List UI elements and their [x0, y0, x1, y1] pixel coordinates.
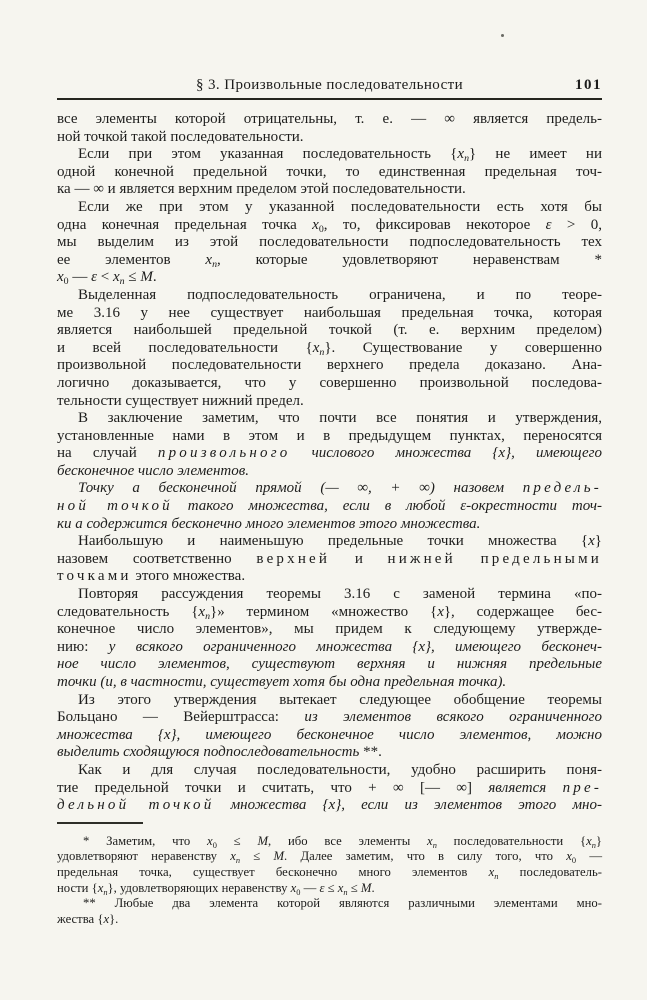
text-line — [57, 498, 602, 516]
text-segment: мы выделим из этой последовательности подпоследовательность тех — [57, 234, 602, 251]
text-segment: x — [566, 849, 572, 864]
text-segment: n — [494, 871, 499, 881]
text-segment: **. — [359, 744, 382, 761]
text-segment: ме 3.16 у нее существует наибольшая предельная точка, которая — [57, 304, 602, 321]
text-line — [57, 762, 602, 780]
text-segment: следовательность { — [57, 603, 199, 620]
text-segment: ки a содержится бесконечно много элементов этого множества. — [57, 515, 481, 532]
text-segment: верхней — [256, 550, 331, 567]
text-segment — [456, 551, 481, 567]
text-segment: . Далее заметим, что в силу того, что — [284, 849, 567, 864]
text-segment: Из этого утверждения вытекает следующее обобщение теоремы — [78, 691, 602, 708]
text-line — [57, 881, 602, 897]
text-line — [57, 516, 602, 534]
text-line — [57, 727, 602, 745]
text-line — [57, 234, 602, 252]
text-line — [57, 639, 602, 657]
text-line — [57, 780, 602, 798]
text-line — [57, 181, 602, 199]
text-segment: n — [205, 610, 211, 622]
text-segment: ее элементов — [57, 251, 206, 268]
text-segment: n — [591, 840, 596, 850]
text-segment: — — [68, 269, 92, 286]
text-segment: на случай — [57, 445, 158, 462]
section-heading: § 3. Произвольные последовательности — [195, 77, 464, 93]
text-segment: одна конечная предельная точка — [57, 216, 313, 233]
text-segment: Выделенная подпоследовательность ограничена, и по теоре- — [78, 286, 602, 303]
text-segment: < — [97, 269, 113, 286]
text-segment: }, удовлетворяющих неравенству — [107, 880, 291, 895]
scan-speck — [501, 34, 504, 37]
text-line — [57, 533, 602, 551]
text-segment: n — [103, 887, 108, 897]
text-segment: Наибольшую и наименьшую предельные точки множества { — [78, 533, 589, 550]
text-segment: бесконечное число элементов. — [57, 462, 250, 479]
text-line — [57, 146, 602, 164]
text-line — [57, 217, 602, 235]
text-segment: — — [300, 880, 320, 895]
text-segment: произвольной последовательности верхнего предела доказано. Ана- — [57, 357, 602, 374]
text-line — [57, 865, 602, 881]
text-segment: } не имеет ни — [469, 146, 602, 163]
text-segment: M — [140, 269, 153, 286]
text-segment: }. — [109, 911, 119, 926]
text-segment: последователь- — [498, 864, 602, 879]
text-segment: x — [113, 269, 120, 286]
header-rule — [57, 98, 602, 100]
text-segment: 0 — [571, 856, 577, 866]
text-segment: выделить сходящуюся подпоследовательность — [57, 744, 360, 761]
text-line — [57, 375, 602, 393]
text-segment: числового множества {x}, имеющего — [290, 445, 602, 462]
text-line — [57, 252, 602, 270]
text-line — [57, 586, 602, 604]
text-segment: , которые удовлетворяют неравенствам * — [217, 251, 602, 268]
text-line — [57, 674, 602, 692]
text-segment: ≤ — [240, 849, 274, 864]
text-line — [57, 410, 602, 428]
text-segment: x — [230, 849, 236, 864]
footnote-separator — [57, 822, 143, 824]
text-segment: назовем соответственно — [57, 550, 257, 567]
text-segment: x — [437, 603, 444, 620]
text-segment: предельными — [480, 550, 603, 567]
text-segment: n — [432, 840, 437, 850]
text-segment: ** Любые два элемента которой являются различными элементами мно- — [83, 896, 602, 911]
text-line — [57, 744, 602, 762]
text-line — [57, 129, 602, 147]
text-line — [57, 322, 602, 340]
text-segment: . — [371, 880, 375, 895]
text-segment: установленные нами в этом и в предыдущем пунктах, переносятся — [57, 427, 602, 444]
text-segment: является наибольшей предельной точкой (т. е. верхним пределом) — [57, 322, 602, 339]
text-segment: , ибо все элементы — [268, 833, 428, 848]
text-segment: Если при этом указанная последовательность { — [78, 146, 458, 163]
text-segment: > 0, — [551, 216, 602, 233]
text-segment: все элементы которой отрицательны, т. е. — ∞ является предель- — [57, 111, 602, 127]
text-segment: x — [290, 880, 297, 895]
text-segment: ≤ — [124, 269, 141, 286]
text-segment: тие предельной точки и считать, что + ∞ [— ∞] — [57, 779, 489, 796]
text-segment: }. Существование у совершенно — [324, 339, 603, 356]
text-segment: x — [205, 251, 213, 268]
text-segment: n — [343, 887, 348, 897]
text-segment: одной конечной предельной точки, то единственная предельная точ- — [57, 163, 602, 180]
text-segment: x — [586, 833, 592, 848]
text-line — [57, 896, 602, 912]
text-segment: дельной точкой — [57, 797, 215, 814]
text-segment: }, содержащее бес- — [443, 603, 602, 620]
text-segment: n — [464, 153, 469, 165]
text-segment: точками — [57, 568, 132, 585]
text-segment: ε — [91, 269, 98, 286]
text-line — [57, 111, 602, 129]
text-segment: Если же при этом у указанной последовательности есть хотя бы — [78, 198, 602, 215]
text-segment: ности { — [57, 880, 98, 895]
text-line — [57, 463, 602, 481]
text-line — [57, 849, 602, 865]
text-segment: } — [594, 533, 602, 550]
text-segment: ное число элементов, существуют верхняя и нижняя предельные — [57, 656, 602, 673]
text-segment: ≤ — [324, 880, 338, 895]
text-segment: ε — [319, 880, 325, 895]
text-line — [57, 692, 602, 710]
text-segment: из элементов всякого ограниченного — [304, 709, 602, 726]
text-line — [57, 305, 602, 323]
text-segment: Повторяя рассуждения теоремы 3.16 с заменой термина «по- — [78, 586, 602, 603]
text-segment: Больцано — Вейерштрасса: — [57, 709, 305, 726]
text-segment: ной точкой такой последовательности. — [57, 128, 304, 145]
text-segment: x — [57, 269, 64, 286]
text-segment: тельности существует нижний предел. — [57, 392, 304, 409]
page-content — [57, 77, 602, 927]
text-segment: множества {x}, имеющего бесконечное число элементов, можно — [57, 726, 602, 743]
text-segment: 0 — [296, 887, 301, 897]
text-segment: }» термином «множество { — [210, 603, 438, 620]
text-segment: x — [312, 339, 320, 356]
text-line — [57, 797, 602, 815]
text-segment: x — [488, 864, 495, 879]
body-text — [57, 111, 602, 815]
text-segment: ≤ — [216, 833, 258, 848]
text-segment: M — [273, 849, 285, 864]
text-segment: удовлетворяют неравенству — [57, 849, 231, 864]
text-line — [57, 393, 602, 411]
text-line — [57, 480, 602, 498]
text-segment: x — [198, 603, 206, 620]
footnotes — [57, 834, 602, 928]
text-segment: Как и для случая последовательности, удобно расширить поня- — [78, 761, 602, 778]
text-segment: x — [337, 880, 344, 895]
text-segment: 0 — [318, 223, 324, 235]
text-line — [57, 357, 602, 375]
text-segment: x — [427, 833, 433, 848]
text-line — [57, 428, 602, 446]
text-segment: — — [576, 849, 603, 864]
text-segment: x — [457, 146, 465, 163]
text-segment: ка — ∞ и является верхним пределом этой последовательности. — [57, 181, 466, 198]
text-segment: n — [319, 346, 325, 358]
text-segment: нию: — [57, 638, 109, 655]
text-segment: множества {x}, если из элементов этого мно- — [214, 797, 602, 814]
text-segment: последовательности { — [436, 833, 587, 848]
text-segment: этого множества. — [131, 568, 246, 585]
text-segment: предель- — [522, 480, 602, 497]
text-line — [57, 604, 602, 622]
text-segment: * Заметим, что — [83, 833, 208, 848]
text-segment: 0 — [63, 276, 69, 288]
text-segment: нижней — [387, 550, 456, 567]
text-segment: и — [330, 550, 388, 567]
text-segment: n — [235, 856, 241, 866]
text-line — [57, 834, 602, 850]
text-segment: произвольного — [157, 445, 291, 462]
text-segment: x — [207, 833, 213, 848]
text-line — [57, 568, 602, 586]
text-segment: конечное число элементов», мы придем к следующему утвержде- — [57, 621, 602, 638]
text-segment: В заключение заметим, что почти все понятия и утверждения, — [78, 410, 602, 427]
text-segment: x — [588, 533, 595, 550]
text-segment: . — [152, 269, 157, 286]
text-segment: 0 — [212, 840, 217, 850]
text-segment: точки (и, в частности, существует хотя бы одна предельная точка). — [57, 674, 507, 690]
text-segment: M — [360, 880, 372, 895]
text-line — [57, 340, 602, 358]
text-segment: x — [97, 880, 104, 895]
text-line — [57, 709, 602, 727]
text-segment: ной точкой — [57, 498, 173, 515]
text-segment: n — [119, 276, 125, 288]
text-line — [57, 287, 602, 305]
text-segment: M — [257, 833, 269, 848]
text-line — [57, 621, 602, 639]
text-line — [57, 912, 602, 928]
text-segment: такого множества, если в любой ε-окрестности точ- — [172, 498, 602, 515]
text-segment: } — [595, 833, 603, 848]
text-segment: логично доказывается, что у совершенно произвольной последова- — [57, 374, 602, 391]
text-segment: , то, фиксировав некоторое — [323, 216, 546, 233]
text-segment: n — [212, 258, 218, 270]
text-line — [57, 164, 602, 182]
text-segment: у всякого ограниченного множества {x}, имеющего бесконеч- — [108, 638, 602, 655]
text-line — [57, 656, 602, 674]
text-line — [57, 445, 602, 463]
text-segment: пре- — [562, 779, 603, 796]
text-segment: x — [103, 911, 110, 926]
text-segment: жества { — [57, 911, 104, 926]
page-number: 101 — [575, 77, 602, 93]
text-segment: предельная точка, существует бесконечно много элементов — [57, 864, 489, 879]
text-segment: ε — [545, 216, 552, 233]
text-segment: Точку a бесконечной прямой (— ∞, + ∞) назовем — [78, 480, 523, 497]
text-segment: является — [488, 779, 563, 796]
text-line — [57, 269, 602, 287]
text-line — [57, 199, 602, 217]
text-segment: x — [312, 216, 319, 233]
text-line — [57, 551, 602, 569]
text-segment: ≤ — [347, 880, 361, 895]
text-segment: и всей последовательности { — [57, 339, 313, 356]
running-head — [57, 77, 602, 96]
